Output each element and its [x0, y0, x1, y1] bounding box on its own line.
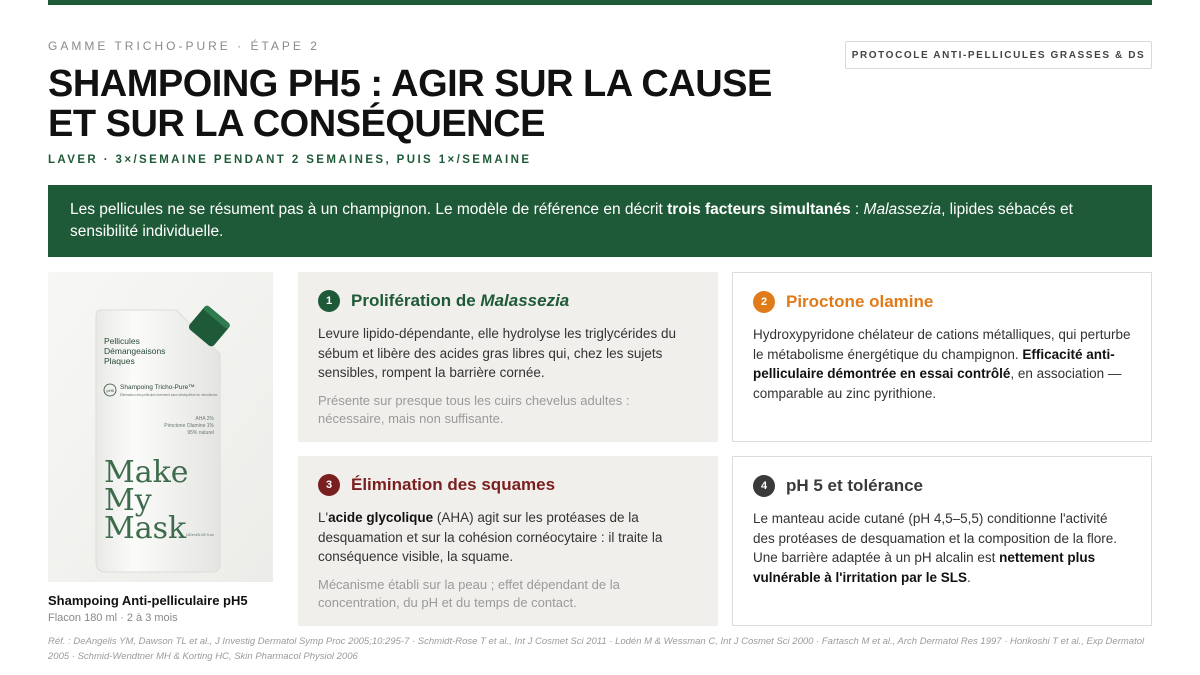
card-note: Mécanisme établi sur la peau ; effet dépendant de la concentration, du pH et du temps de contact.	[318, 576, 620, 610]
card-body: Levure lipido-dépendante, elle hydrolyse les triglycérides du sébum et libère des acides gras libres qui, chez les sujets sensibles, rompent la barrière cornée.	[318, 326, 676, 380]
card-body: Hydroxypyridone chélateur de cations métalliques, qui perturbe le métabolisme énergétique du champignon. Efficacité anti-pelliculaire démontrée en essai contrôlé, en association — comparable au zinc pyrithione.	[753, 327, 1131, 401]
product-name: Shampoing Anti-pelliculaire pH5	[48, 593, 248, 608]
volume-text: 180ml/6.08 fl.oz	[185, 532, 214, 537]
label-line: Plaques	[104, 356, 135, 366]
card-piroctone	[732, 272, 1152, 442]
product-subtitle: Flacon 180 ml · 2 à 3 mois	[48, 612, 178, 624]
card-title: Prolifération de Malassezia	[351, 291, 570, 310]
card-title: Élimination des squames	[351, 475, 556, 494]
eyebrow-label: GAMME TRICHO-PURE · ÉTAPE 2	[48, 39, 320, 53]
ingredient: AHA 2%	[195, 416, 214, 422]
product-bottle-illustration	[48, 272, 273, 582]
card-note: Présente sur presque tous les cuirs chevelus adultes : nécessaire, mais non suffisante.	[318, 392, 630, 426]
card-number-badge: 4	[753, 475, 775, 497]
card-squames	[298, 456, 718, 626]
card-number-badge: 1	[318, 290, 340, 312]
page-title: SHAMPOING PH5 : AGIR SUR LA CAUSE ET SUR LA CONSÉQUENCE	[48, 63, 772, 145]
card-body: L'acide glycolique (AHA) agit sur les protéases de la desquamation et sur la cohésion cornéocytaire : il traite la conséquence visible, la squame.	[318, 510, 663, 564]
label-line: Démangeaisons	[104, 346, 166, 356]
card-ph5	[732, 456, 1152, 626]
card-number-badge: 3	[318, 474, 340, 496]
top-accent-bar	[48, 0, 1152, 5]
banner-text: :	[850, 201, 864, 218]
references: Réf. : DeAngelis YM, Dawson TL et al., J Investig Dermatol Symp Proc 2005;10:295-7 · Schmidt-Rose T et al., Int J Cosmet Sci 2011 · Lodén M & Wessman C, Int J Cosmet Sci 2000 · Fartasch M et al., Arch Dermatol Res 1997 · Horikoshi T et al., Exp Dermatol 2005 · Schmid-Wendtner MH & Korting HC, Skin Pharmacol Physiol 2006	[48, 636, 1145, 662]
ph5-badge-text: pH5	[106, 388, 114, 393]
banner-text: , lipides sébacés et sensibilité individuelle.	[70, 201, 1073, 240]
page-subtitle: LAVER · 3×/SEMAINE PENDANT 2 SEMAINES, PUIS 1×/SEMAINE	[48, 154, 532, 166]
logo-line: My	[104, 483, 152, 518]
protocol-badge: PROTOCOLE ANTI-PELLICULES GRASSES & DS	[845, 41, 1152, 69]
brand-small: Shampoing Tricho-Pure™	[120, 384, 195, 391]
logo-line: Mask	[104, 511, 187, 546]
banner-italic: Malassezia	[863, 201, 942, 218]
banner-text: Les pellicules ne se résument pas à un champignon. Le modèle de référence en décrit	[70, 201, 668, 218]
ingredient: 95% naturel	[187, 430, 214, 436]
card-title: Piroctone olamine	[786, 292, 934, 311]
card-body: Le manteau acide cutané (pH 4,5–5,5) conditionne l'activité des protéases de desquamation et la composition de la flore. Une barrière adaptée à un pH alcalin est nettement plus vulnérable à l'irritation par le SLS.	[753, 511, 1117, 585]
label-line: Pellicules	[104, 336, 140, 346]
logo-line: Make	[104, 455, 189, 490]
card-title: pH 5 et tolérance	[786, 476, 923, 495]
ingredient: Piroctone Olamine 1%	[164, 423, 214, 429]
intro-banner	[48, 185, 1152, 257]
card-number-badge: 2	[753, 291, 775, 313]
product-image	[48, 272, 273, 582]
card-malassezia	[298, 272, 718, 442]
brand-desc: Élimination des pellicules fortement sans déséquilibre du microbiome	[120, 393, 218, 397]
banner-bold: trois facteurs simultanés	[667, 201, 851, 218]
